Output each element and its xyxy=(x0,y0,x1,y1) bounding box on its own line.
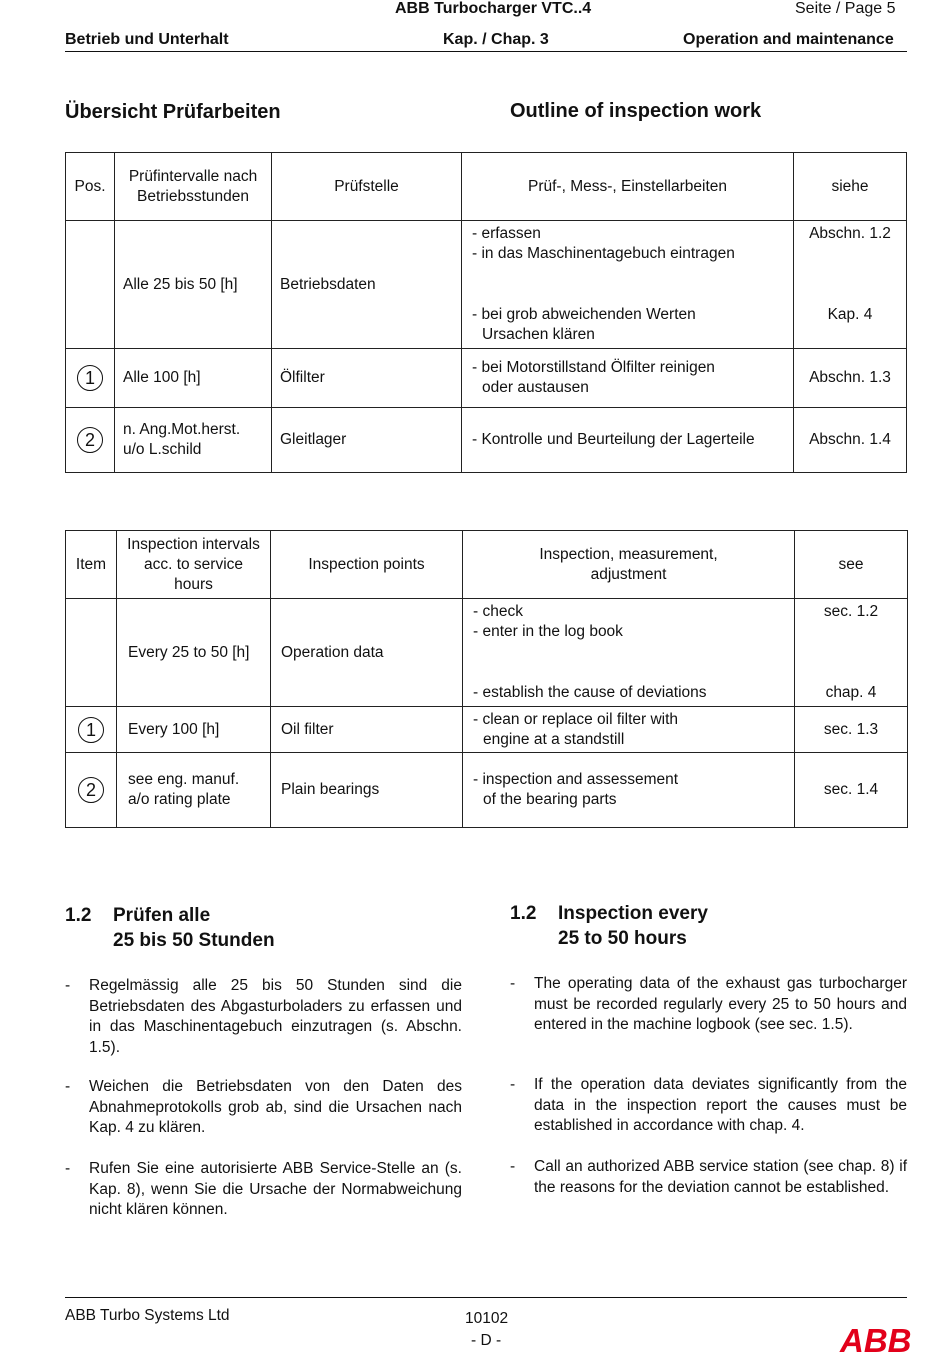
table-row xyxy=(66,408,907,473)
work-line: of the bearing parts xyxy=(483,791,617,808)
col-header-work: Prüf-, Mess-, Einstellarbeiten xyxy=(462,153,794,221)
col-header-pos: Item xyxy=(66,531,117,599)
bullet-text: Rufen Sie eine autorisierte ABB Service-Stelle an (s. Kap. 8), wenn Sie die Ursache der Normabweichung nicht klären können. xyxy=(89,1160,462,1218)
section-number-en: 1.2 xyxy=(510,903,537,924)
table-row xyxy=(66,349,907,408)
see-cell: sec. 1.4 xyxy=(795,753,908,828)
bullet-dash: - xyxy=(510,975,516,992)
bullet-item xyxy=(510,1075,907,1137)
work-line: oder austausen xyxy=(482,379,589,396)
header-rule xyxy=(65,51,907,52)
point-cell: Operation data xyxy=(271,599,463,707)
point-cell: Plain bearings xyxy=(271,753,463,828)
work-line: - check xyxy=(473,603,523,620)
work-line: - bei grob abweichenden Werten xyxy=(472,306,696,323)
see-ref: sec. 1.2 xyxy=(823,603,879,620)
bullet-item xyxy=(65,1159,462,1221)
work-line: - inspection and assessement xyxy=(473,771,679,788)
interval-line: see eng. manuf. xyxy=(128,771,240,788)
bullet-item xyxy=(65,1077,462,1139)
col-header-see: siehe xyxy=(794,153,907,221)
pos-cell xyxy=(66,599,117,707)
circled-number-1: 1 xyxy=(78,717,104,743)
title-de: Übersicht Prüfarbeiten xyxy=(65,101,281,123)
bullet-item xyxy=(510,1157,907,1198)
interval-cell xyxy=(115,408,272,473)
point-cell: Oil filter xyxy=(271,707,463,753)
work-cell xyxy=(462,221,794,349)
pos-cell xyxy=(66,707,117,753)
work-cell xyxy=(463,753,795,828)
doc-title: ABB Turbocharger VTC..4 xyxy=(395,0,592,17)
pos-cell xyxy=(66,753,117,828)
bullet-text: Regelmässig alle 25 bis 50 Stunden sind die Betriebsdaten des Abgasturboladers zu erfassen und in das Maschinentagebuch einzutragen (s. Abschn. 1.5). xyxy=(89,977,462,1056)
page-number: Seite / Page 5 xyxy=(795,0,896,17)
see-cell: Abschn. 1.4 xyxy=(794,408,907,473)
see-cell xyxy=(794,221,907,349)
interval-cell xyxy=(117,753,271,828)
work-line: Ursachen klären xyxy=(482,326,595,343)
interval-line: a/o rating plate xyxy=(128,791,231,808)
point-cell: Betriebsdaten xyxy=(272,221,462,349)
work-line: - in das Maschinentagebuch eintragen xyxy=(472,245,735,262)
table-row xyxy=(66,599,908,707)
bullet-dash: - xyxy=(510,1158,516,1175)
table-row xyxy=(66,707,908,753)
bullet-item xyxy=(510,974,907,1036)
col-header-point: Prüfstelle xyxy=(272,153,462,221)
work-line: engine at a standstill xyxy=(483,730,625,748)
bullet-text: The operating data of the exhaust gas turbocharger must be recorded regularly every 25 to 50 hours and entered in the machine logbook (see sec. 1.5). xyxy=(534,975,907,1033)
section-number-de: 1.2 xyxy=(65,905,92,926)
interval-cell: Every 25 to 50 [h] xyxy=(117,599,271,707)
interval-cell: Every 100 [h] xyxy=(117,707,271,753)
col-header-work: Inspection, measurement, adjustment xyxy=(463,531,795,599)
interval-cell: Alle 100 [h] xyxy=(115,349,272,408)
section-title-en-line1: Inspection every xyxy=(558,903,708,924)
see-cell: Abschn. 1.3 xyxy=(794,349,907,408)
work-cell: - Kontrolle und Beurteilung der Lagerteile xyxy=(462,408,794,473)
section-title-en-line2: 25 to 50 hours xyxy=(558,928,687,949)
bullet-text: Weichen die Betriebsdaten von den Daten des Abnahmeprotokolls grob ab, sind die Ursachen nach Kap. 4 zu klären. xyxy=(89,1078,462,1136)
bullet-text: Call an authorized ABB service station (see chap. 8) if the reasons for the deviation cannot be established. xyxy=(534,1158,907,1196)
section-title-de-line2: 25 bis 50 Stunden xyxy=(113,930,275,951)
work-line: - enter in the log book xyxy=(473,623,623,640)
see-ref: Kap. 4 xyxy=(827,306,873,323)
pos-cell xyxy=(66,221,115,349)
interval-cell: Alle 25 bis 50 [h] xyxy=(115,221,272,349)
footer-company: ABB Turbo Systems Ltd xyxy=(65,1307,230,1324)
table-row xyxy=(66,221,907,349)
circled-number-1: 1 xyxy=(77,365,103,391)
pos-cell xyxy=(66,349,115,408)
footer-rule xyxy=(65,1297,907,1298)
bullet-dash: - xyxy=(510,1076,516,1093)
bullet-dash: - xyxy=(65,977,71,994)
table-row xyxy=(66,753,908,828)
see-ref: Abschn. 1.2 xyxy=(809,225,891,242)
work-cell xyxy=(463,707,795,753)
bullet-item xyxy=(65,976,462,1058)
bullet-text: If the operation data deviates significantly from the data in the inspection report the causes must be established in accordance with chap. 4. xyxy=(534,1076,907,1134)
bullet-dash: - xyxy=(65,1160,71,1177)
table-de xyxy=(65,152,907,473)
header-left: Betrieb und Unterhalt xyxy=(65,31,229,48)
footer-doc-number: 10102 xyxy=(465,1310,509,1327)
work-line: - establish the cause of deviations xyxy=(473,684,707,701)
bullet-dash: - xyxy=(65,1078,71,1095)
col-header-interval: Inspection intervals acc. to service hours xyxy=(117,531,271,599)
abb-logo: ABB xyxy=(840,1322,912,1359)
see-cell xyxy=(795,599,908,707)
interval-line: u/o L.schild xyxy=(123,441,202,458)
col-header-interval: Prüfintervalle nach Betriebsstunden xyxy=(115,153,272,221)
point-cell: Gleitlager xyxy=(272,408,462,473)
table-header-row xyxy=(66,531,908,599)
point-cell: Ölfilter xyxy=(272,349,462,408)
see-ref: chap. 4 xyxy=(825,684,877,701)
footer-language: - D - xyxy=(471,1332,502,1349)
col-header-see: see xyxy=(795,531,908,599)
table-en xyxy=(65,530,908,828)
work-cell xyxy=(462,349,794,408)
title-en: Outline of inspection work xyxy=(510,100,762,122)
col-header-pos: Pos. xyxy=(66,153,115,221)
circled-number-2: 2 xyxy=(77,427,103,453)
interval-line: n. Ang.Mot.herst. xyxy=(123,421,241,438)
work-line: - clean or replace oil filter with xyxy=(473,710,679,728)
header-chapter: Kap. / Chap. 3 xyxy=(443,31,549,48)
section-title-de-line1: Prüfen alle xyxy=(113,905,211,926)
work-line: - erfassen xyxy=(472,225,541,242)
work-cell xyxy=(463,599,795,707)
header-right: Operation and maintenance xyxy=(683,31,894,48)
work-line: - bei Motorstillstand Ölfilter reinigen xyxy=(472,359,715,376)
table-header-row xyxy=(66,153,907,221)
pos-cell xyxy=(66,408,115,473)
circled-number-2: 2 xyxy=(78,777,104,803)
see-cell: sec. 1.3 xyxy=(795,707,908,753)
col-header-point: Inspection points xyxy=(271,531,463,599)
